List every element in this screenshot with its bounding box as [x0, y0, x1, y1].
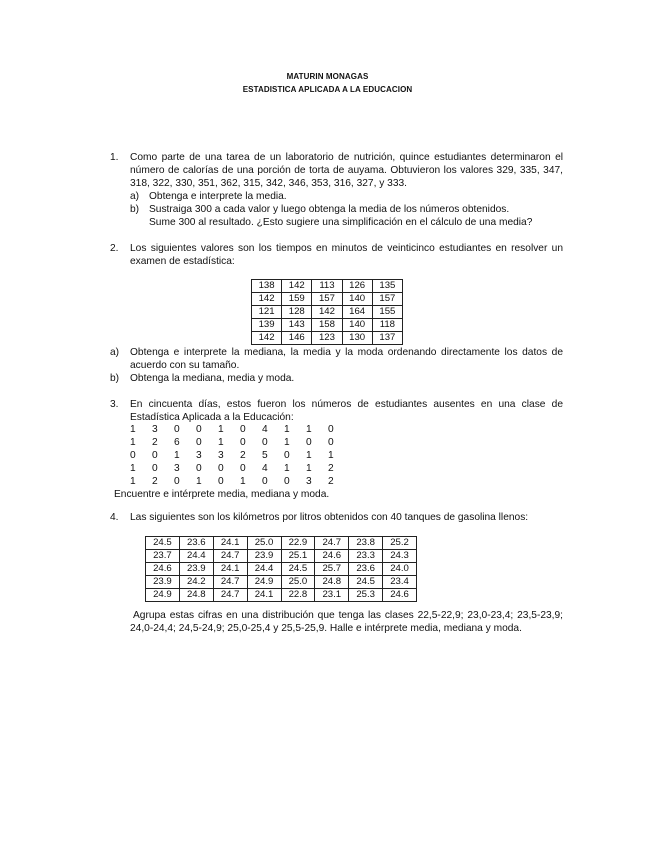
absences-value: 6: [174, 437, 180, 448]
table-cell: 140: [342, 293, 372, 306]
table-cell: 24.5: [281, 563, 315, 576]
absences-row: [130, 436, 350, 449]
table-cell: 130: [342, 332, 372, 345]
table-cell: 23.6: [349, 563, 383, 576]
table-cell: 23.7: [146, 550, 180, 563]
table-cell: 123: [312, 332, 342, 345]
q2-b-label: b): [110, 373, 120, 384]
table-cell: 24.7: [315, 537, 349, 550]
absences-value: 0: [152, 463, 158, 474]
table-cell: 157: [312, 293, 342, 306]
absences-value: 0: [240, 424, 246, 435]
table-cell: 126: [342, 280, 372, 293]
table-cell: 24.4: [247, 563, 281, 576]
table-row: [252, 306, 403, 319]
absences-value: 1: [284, 463, 290, 474]
absences-value: 1: [284, 437, 290, 448]
table-cell: 23.1: [315, 589, 349, 602]
absences-value: 2: [240, 450, 246, 461]
absences-value: 1: [328, 450, 334, 461]
table-cell: 23.9: [146, 576, 180, 589]
absences-value: 4: [262, 463, 268, 474]
absences-value: 1: [130, 437, 136, 448]
q3-closing: Encuentre e intérprete media, mediana y moda.: [114, 489, 330, 500]
table-cell: 24.7: [213, 576, 247, 589]
table-row: [146, 550, 417, 563]
table-row: [146, 563, 417, 576]
absences-row: [130, 449, 350, 462]
absences-value: 1: [130, 476, 136, 487]
absences-value: 1: [306, 424, 312, 435]
table-cell: 137: [372, 332, 402, 345]
q2-b-text: Obtenga la mediana, media y moda.: [130, 373, 295, 384]
table-cell: 24.8: [179, 589, 213, 602]
absences-value: 3: [218, 450, 224, 461]
table-cell: 22.8: [281, 589, 315, 602]
q4-text: Las siguientes son los kilómetros por litros obtenidos con 40 tanques de gasolina llenos:: [130, 512, 529, 523]
table-cell: 157: [372, 293, 402, 306]
absences-value: 1: [130, 424, 136, 435]
table-cell: 25.7: [315, 563, 349, 576]
table-cell: 24.8: [315, 576, 349, 589]
table-cell: 24.0: [383, 563, 417, 576]
q2-a-text: Obtenga e interprete la mediana, la media y la moda ordenando directamente los datos de acuerdo con su tamaño.: [130, 347, 563, 371]
table-cell: 24.9: [247, 576, 281, 589]
q2-a-label: a): [110, 347, 120, 358]
table-cell: 24.6: [146, 563, 180, 576]
absences-value: 3: [196, 450, 202, 461]
absences-value: 3: [174, 463, 180, 474]
q4-closing: Agrupa estas cifras en una distribución que tenga las clases 22,5-22,9; 23,0-23,4; 23,5-23,9; 24,0-24,4; 24,5-24,9; 25,0-25,4 y 25,5-25,9. Halle e intérprete media, mediana y moda.: [130, 610, 563, 634]
absences-value: 0: [328, 437, 334, 448]
absences-value: 2: [152, 437, 158, 448]
table-cell: 25.1: [281, 550, 315, 563]
q1-b-text-2: Sume 300 al resultado. ¿Esto sugiere una simplificación en el cálculo de una media?: [149, 217, 533, 228]
q1-number: 1.: [110, 152, 119, 163]
table-cell: 23.3: [349, 550, 383, 563]
table-cell: 140: [342, 319, 372, 332]
table-cell: 135: [372, 280, 402, 293]
absences-value: 0: [262, 476, 268, 487]
absences-value: 3: [306, 476, 312, 487]
header-line-1: MATURIN MONAGAS: [286, 72, 369, 81]
table-cell: 142: [252, 293, 282, 306]
table-row: [252, 332, 403, 345]
table-cell: 24.1: [213, 537, 247, 550]
table-cell: 113: [312, 280, 342, 293]
table-cell: 24.7: [213, 550, 247, 563]
q1-b-text-1: Sustraiga 300 a cada valor y luego obtenga la media de los números obtenidos.: [149, 204, 510, 215]
table-row: [146, 537, 417, 550]
absences-value: 0: [152, 450, 158, 461]
q3-text: En cincuenta días, estos fueron los números de estudiantes ausentes en una clase de Estadística Aplicada a la Educación:: [130, 399, 563, 423]
absences-value: 1: [218, 437, 224, 448]
table-cell: 142: [252, 332, 282, 345]
fuel-consumption-table: [145, 536, 417, 602]
absences-value: 0: [196, 437, 202, 448]
table-cell: 139: [252, 319, 282, 332]
absences-value: 3: [152, 424, 158, 435]
table-cell: 24.9: [146, 589, 180, 602]
table-cell: 128: [282, 306, 312, 319]
absences-value: 0: [218, 463, 224, 474]
table-cell: 24.3: [383, 550, 417, 563]
absences-row: [130, 462, 350, 475]
q1-a-text: Obtenga e interprete la media.: [149, 191, 287, 202]
q1-text: Como parte de una tarea de un laboratorio de nutrición, quince estudiantes determinaron el número de calorías de una porción de torta de auyama. Obtuvieron los valores 329, 335, 347, 318, 322, 330, 351, 362, 315, 342, 346, 353, 316, 327, y 333.: [130, 152, 563, 189]
absences-value: 0: [328, 424, 334, 435]
q2-number: 2.: [110, 243, 119, 254]
table-row: [252, 280, 403, 293]
absences-value: 0: [262, 437, 268, 448]
table-cell: 23.4: [383, 576, 417, 589]
exam-times-table: [251, 279, 403, 345]
absences-value: 0: [284, 450, 290, 461]
table-cell: 24.6: [315, 550, 349, 563]
absences-value: 1: [284, 424, 290, 435]
table-cell: 25.0: [247, 537, 281, 550]
absences-value: 0: [196, 424, 202, 435]
table-cell: 24.5: [146, 537, 180, 550]
table-cell: 24.2: [179, 576, 213, 589]
absences-value: 1: [306, 450, 312, 461]
absences-value: 2: [152, 476, 158, 487]
table-cell: 23.8: [349, 537, 383, 550]
absences-value: 1: [174, 450, 180, 461]
table-cell: 142: [282, 280, 312, 293]
q1-b-label: b): [130, 204, 140, 215]
table-row: [252, 293, 403, 306]
table-cell: 25.3: [349, 589, 383, 602]
table-cell: 24.5: [349, 576, 383, 589]
table-cell: 143: [282, 319, 312, 332]
absences-value: 0: [174, 476, 180, 487]
table-cell: 164: [342, 306, 372, 319]
table-cell: 24.7: [213, 589, 247, 602]
absences-value: 2: [328, 463, 334, 474]
table-cell: 118: [372, 319, 402, 332]
table-cell: 23.9: [179, 563, 213, 576]
table-cell: 24.1: [213, 563, 247, 576]
absences-data-block: [130, 423, 350, 488]
table-cell: 24.1: [247, 589, 281, 602]
absences-value: 5: [262, 450, 268, 461]
table-cell: 121: [252, 306, 282, 319]
table-row: [146, 576, 417, 589]
absences-value: 0: [240, 437, 246, 448]
table-cell: 158: [312, 319, 342, 332]
absences-value: 0: [284, 476, 290, 487]
absences-value: 0: [196, 463, 202, 474]
absences-value: 0: [240, 463, 246, 474]
table-row: [146, 589, 417, 602]
table-cell: 24.4: [179, 550, 213, 563]
absences-value: 0: [218, 476, 224, 487]
header-line-2: ESTADISTICA APLICADA A LA EDUCACION: [242, 85, 413, 94]
absences-value: 1: [218, 424, 224, 435]
q2-text: Los siguientes valores son los tiempos en minutos de veinticinco estudiantes en resolver un examen de estadística:: [130, 243, 563, 267]
table-cell: 23.9: [247, 550, 281, 563]
table-cell: 159: [282, 293, 312, 306]
absences-row: [130, 423, 350, 436]
absences-row: [130, 475, 350, 488]
table-cell: 25.2: [383, 537, 417, 550]
absences-value: 1: [196, 476, 202, 487]
table-cell: 24.6: [383, 589, 417, 602]
absences-value: 1: [130, 463, 136, 474]
absences-value: 4: [262, 424, 268, 435]
table-cell: 25.0: [281, 576, 315, 589]
table-cell: 23.6: [179, 537, 213, 550]
table-cell: 142: [312, 306, 342, 319]
q4-number: 4.: [110, 512, 119, 523]
absences-value: 0: [306, 437, 312, 448]
absences-value: 1: [306, 463, 312, 474]
absences-value: 2: [328, 476, 334, 487]
absences-value: 0: [130, 450, 136, 461]
table-cell: 138: [252, 280, 282, 293]
table-cell: 146: [282, 332, 312, 345]
table-cell: 155: [372, 306, 402, 319]
table-cell: 22.9: [281, 537, 315, 550]
absences-value: 0: [174, 424, 180, 435]
q3-number: 3.: [110, 399, 119, 410]
table-row: [252, 319, 403, 332]
q1-a-label: a): [130, 191, 140, 202]
absences-value: 1: [240, 476, 246, 487]
